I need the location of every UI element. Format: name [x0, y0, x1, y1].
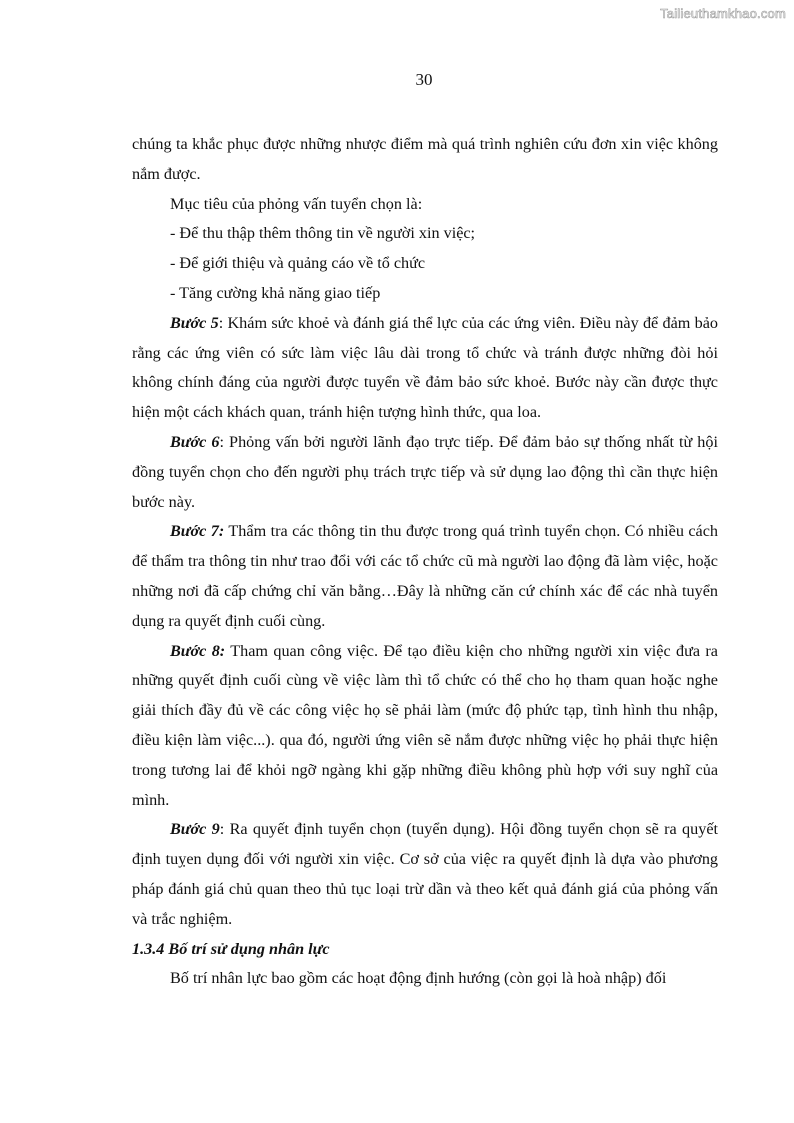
list-item: - Để thu thập thêm thông tin về người xin việc;: [170, 224, 476, 243]
step-7-label: Bước 7:: [170, 522, 225, 541]
step-5-paragraph: [132, 309, 718, 428]
step-9-label: Bước 9: [170, 820, 220, 839]
step-6-label: Bước 6: [170, 432, 220, 451]
step-8-text: Tham quan công việc. Để tạo điều kiện cho những người xin việc đưa ra những quyết định cuối cùng về việc làm thì tổ chức có thể cho họ tham quan hoặc nghe giải thích đầy đủ về các công việc họ sẽ phải làm (mức độ phức tạp, tình hình thu nhập, điều kiện làm việc...). qua đó, người ứng viên sẽ nắm được những việc họ phải thực hiện trong tương lai để khỏi ngỡ ngàng khi gặp những điều không phù hợp với suy nghĩ của mình.: [132, 641, 718, 809]
step-9-paragraph: [132, 815, 718, 934]
step-8-label: Bước 8:: [170, 641, 226, 660]
step-7-paragraph: [132, 517, 718, 636]
section-intro-paragraph: Bố trí nhân lực bao gồm các hoạt động định hướng (còn gọi là hoà nhập) đối: [170, 969, 667, 988]
step-9-text: : Ra quyết định tuyển chọn (tuyển dụng). Hội đồng tuyển chọn sẽ ra quyết định tuỵen dụng đối với người xin việc. Cơ sở của việc ra quyết định là dựa vào phương pháp đánh giá chủ quan theo thủ tục loại trừ dần và theo kết quả đánh giá của phỏng vấn và trắc nghiệm.: [132, 820, 718, 928]
step-5-label: Bước 5: [170, 313, 219, 332]
paragraph-interview-objectives: Mục tiêu của phỏng vấn tuyển chọn là:: [170, 194, 423, 213]
step-6-paragraph: [132, 428, 718, 517]
step-5-text: : Khám sức khoẻ và đánh giá thể lực của các ứng viên. Điều này để đảm bảo rằng các ứng viên có sức làm việc lâu dài trong tổ chức và tránh được những đòi hỏi không chính đáng của người được tuyển về đảm bảo sức khoẻ. Bước này cần được thực hiện một cách khách quan, tránh hiện tượng hình thức, qua loa.: [132, 313, 718, 422]
section-heading: 1.3.4 Bố trí sử dụng nhân lực: [132, 939, 330, 958]
paragraph-continuation: chúng ta khắc phục được những nhược điểm mà quá trình nghiên cứu đơn xin việc không nắm được.: [132, 135, 718, 183]
list-item: - Tăng cường khả năng giao tiếp: [170, 283, 381, 302]
step-7-text: Thẩm tra các thông tin thu được trong quá trình tuyển chọn. Có nhiều cách để thẩm tra thông tin như trao đổi với các tổ chức cũ mà người lao động đã làm việc, hoặc những nơi đã cấp chứng chỉ văn bằng…Đây là những căn cứ chính xác để các nhà tuyển dụng ra quyết định cuối cùng.: [132, 522, 718, 630]
document-body: [132, 130, 718, 994]
step-8-paragraph: [132, 637, 718, 816]
page-number: 30: [415, 70, 433, 89]
list-item: - Để giới thiệu và quảng cáo về tổ chức: [170, 254, 426, 273]
step-6-text: : Phỏng vấn bởi người lãnh đạo trực tiếp. Để đảm bảo sự thống nhất từ hội đồng tuyển chọn cho đến người phụ trách trực tiếp và sử dụng lao động thì cần thực hiện bước này.: [132, 432, 718, 511]
watermark: Tailieuthamkhao.com: [660, 6, 786, 21]
